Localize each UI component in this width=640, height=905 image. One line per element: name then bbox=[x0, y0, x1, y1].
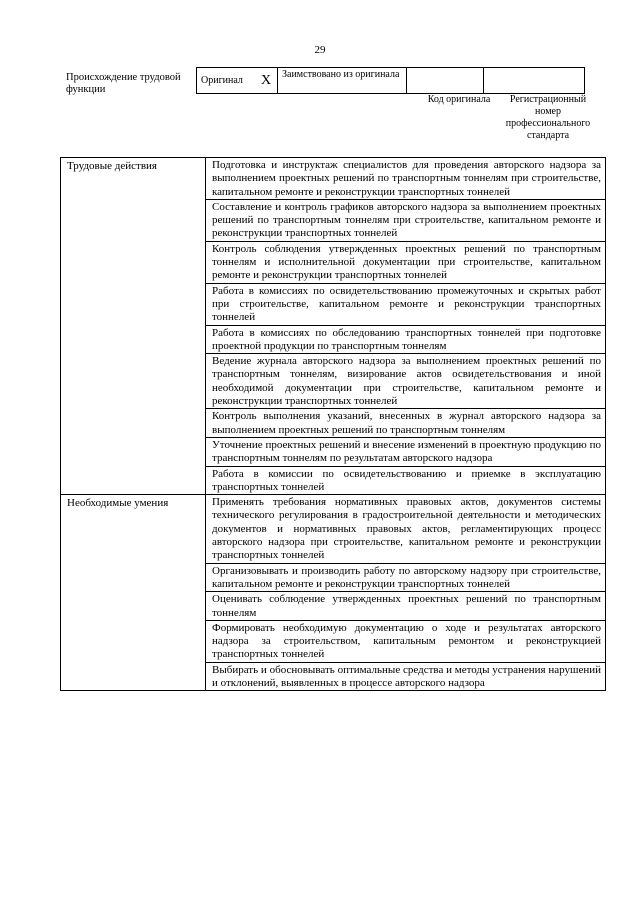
origin-table bbox=[196, 67, 585, 94]
code-cell bbox=[407, 68, 484, 94]
reg-number-cell bbox=[484, 68, 585, 94]
table-cell: Формировать необходимую документацию о ходе и результатах авторского надзора за строительством, капитальным ремонтом и реконструкцией транспортных тоннелей bbox=[206, 620, 606, 662]
table-row bbox=[61, 158, 606, 200]
section-label: Необходимые умения bbox=[61, 495, 206, 691]
table-cell: Подготовка и инструктаж специалистов для проведения авторского надзора за выполнением проектных решений по транспортным тоннелям при строительстве, капитальном ремонте и реконструкции транспортных тоннелей bbox=[206, 158, 606, 200]
page-number: 29 bbox=[314, 44, 326, 56]
table-cell: Уточнение проектных решений и внесение изменений в проектную продукцию по транспортным тоннелям по результатам авторского надзора bbox=[206, 437, 606, 466]
origin-label: Происхождение трудовой функции bbox=[66, 72, 181, 95]
table-cell: Контроль выполнения указаний, внесенных в журнал авторского надзора за выполнением проектных решений по транспортным тоннелям bbox=[206, 409, 606, 438]
table-cell: Ведение журнала авторского надзора за выполнением проектных решений по транспортным тоннелям, визирование актов освидетельствования и иной необходимой документации при строительстве, капитальном ремонте и реконструкции транспортных тоннелей bbox=[206, 354, 606, 409]
table-cell: Работа в комиссиях по освидетельствованию промежуточных и скрытых работ при строительстве, капитальном ремонте и реконструкции транспортных тоннелей bbox=[206, 283, 606, 325]
table-cell: Выбирать и обосновывать оптимальные средства и методы устранения нарушений и отклонений, выявленных в процессе авторского надзора bbox=[206, 662, 606, 691]
original-mark: X bbox=[255, 68, 278, 94]
section-label: Трудовые действия bbox=[61, 158, 206, 495]
table-cell: Организовывать и производить работу по авторскому надзору при строительстве, капитальном ремонте и реконструкции транспортных тоннелей bbox=[206, 563, 606, 592]
code-original-label: Код оригинала bbox=[427, 94, 491, 105]
functions-table bbox=[60, 157, 606, 691]
table-cell: Работа в комиссии по освидетельствованию и приемке в эксплуатацию транспортных тоннелей bbox=[206, 466, 606, 495]
table-cell: Работа в комиссиях по обследованию транспортных тоннелей при подготовке проектной продукции по транспортным тоннелям bbox=[206, 325, 606, 354]
table-cell: Составление и контроль графиков авторского надзора за выполнением проектных решений по транспортным тоннелям при строительстве, капитальном ремонте и реконструкции транспортных тоннелей bbox=[206, 199, 606, 241]
table-cell: Применять требования нормативных правовых актов, документов системы технического регулирования в градостроительной деятельности и методических документов и нормативных правовых актов, регламентирующих процесс авторского надзора при строительстве, капитальном ремонте и реконструкции транспортных тоннелей bbox=[206, 495, 606, 563]
borrowed-label: Заимствовано из оригинала bbox=[278, 68, 407, 94]
table-cell: Контроль соблюдения утвержденных проектных решений по транспортным тоннелям и исполнительной документации при строительстве, капитальном ремонте и реконструкции транспортных тоннелей bbox=[206, 241, 606, 283]
table-cell: Оценивать соблюдение утвержденных проектных решений по транспортным тоннелям bbox=[206, 592, 606, 621]
original-label: Оригинал bbox=[197, 68, 256, 94]
reg-number-label: Регистрационный номер профессионального стандарта bbox=[505, 94, 591, 141]
table-row bbox=[61, 495, 606, 563]
